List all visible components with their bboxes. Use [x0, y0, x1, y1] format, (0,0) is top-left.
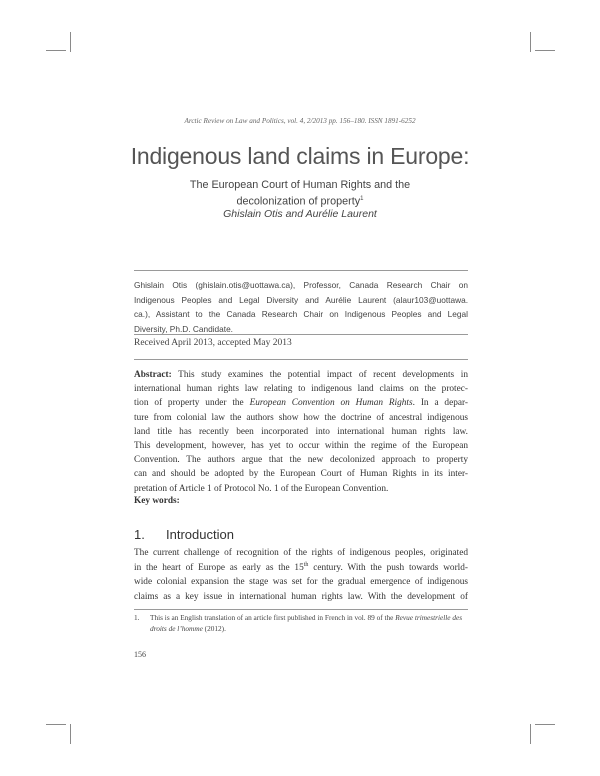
footnote-text-part: This is an English translation of an article first published in French in vol. 89 of the: [150, 613, 396, 622]
abstract: [134, 368, 468, 496]
body-text: in the heart of Europe as early as the 15: [134, 562, 304, 573]
crop-mark: [535, 724, 555, 725]
divider: [134, 359, 468, 360]
crop-mark: [70, 32, 71, 52]
abstract-line: ture from colonial law the authors show how the doctrine of ancestral indigenous: [134, 412, 468, 423]
keywords-label: Key words:: [134, 496, 180, 506]
abstract-line: Convention. The authors argue that the new decolonized approach to property: [134, 455, 468, 466]
subtitle-line: [0, 192, 600, 209]
divider: [134, 270, 468, 271]
affiliation-line: Diversity, Ph.D. Candidate.: [134, 323, 233, 334]
abstract-line: [134, 396, 468, 410]
author-affiliation: [134, 278, 468, 336]
abstract-text: tion of property under the: [134, 398, 250, 409]
abstract-text: This study examines the potential impact of recent developments in: [171, 370, 468, 380]
subtitle-line: The European Court of Human Rights and the: [189, 179, 411, 191]
abstract-label: Abstract:: [134, 370, 172, 380]
subtitle-text: decolonization of property: [236, 195, 361, 208]
body-line: wide colonial expansion the stage was set for the gradual emergence of indigenous: [134, 577, 468, 588]
crop-mark: [70, 724, 71, 744]
affiliation-line: Indigenous Peoples and Legal Diversity and Aurélie Laurent (alaur103@uottawa.: [134, 294, 468, 305]
body-line: The current challenge of recognition of the rights of indigenous peoples, originated: [134, 548, 468, 558]
affiliation-line: ca.), Assistant to the Canada Research Chair on Indigenous Peoples and Legal: [134, 309, 468, 319]
affiliation-line: Ghislain Otis (ghislain.otis@uottawa.ca), Professor, Canada Research Chair on: [134, 280, 468, 290]
ordinal-suffix: th: [303, 561, 309, 568]
received-date: Received April 2013, accepted May 2013: [134, 338, 292, 348]
footnote-divider: [134, 609, 468, 610]
abstract-line: land title has recently been incorporated into international human rights law.: [134, 426, 468, 437]
footnote-text-part: (2012).: [202, 624, 226, 633]
section-number: 1.: [134, 527, 145, 542]
page-number: 156: [134, 650, 146, 659]
article-subtitle: [0, 178, 600, 209]
running-head: Arctic Review on Law and Politics, vol. 4, 2/2013 pp. 156–180. ISSN 1891-6252: [184, 117, 416, 125]
footnote-number: 1.: [134, 613, 140, 622]
body-line: claims as a key issue in international human rights law. With the development of: [134, 591, 468, 602]
body-paragraph: [134, 546, 468, 604]
crop-mark: [46, 724, 66, 725]
crop-mark: [46, 50, 66, 51]
convention-title: European Convention on Human Rights: [249, 398, 413, 409]
abstract-line: pretation of Article 1 of Protocol No. 1 of the European Convention.: [134, 483, 389, 494]
abstract-line: This development, however, has yet to occur within the regime of the European: [134, 441, 468, 452]
footnote-mark[interactable]: 1: [360, 196, 364, 202]
crop-mark: [530, 32, 531, 52]
abstract-line: [134, 368, 468, 382]
divider: [134, 334, 468, 335]
article-title: Indigenous land claims in Europe:: [130, 143, 470, 169]
crop-mark: [530, 724, 531, 744]
article-authors: Ghislain Otis and Aurélie Laurent: [223, 208, 377, 220]
body-text: century. With the push towards world-: [308, 562, 468, 573]
journal-title: Revue trimestrielle des droits de l’homme: [150, 613, 463, 633]
abstract-text: . In a depar-: [412, 398, 468, 409]
crop-mark: [535, 50, 555, 51]
abstract-line: international human rights law relating to indigenous land claims on the protec-: [134, 384, 468, 395]
body-line: [134, 561, 468, 576]
abstract-line: can and should be adopted by the European Court of Human Rights in its inter-: [134, 469, 468, 480]
section-title: Introduction: [166, 527, 234, 542]
footnote-text: [150, 612, 468, 634]
